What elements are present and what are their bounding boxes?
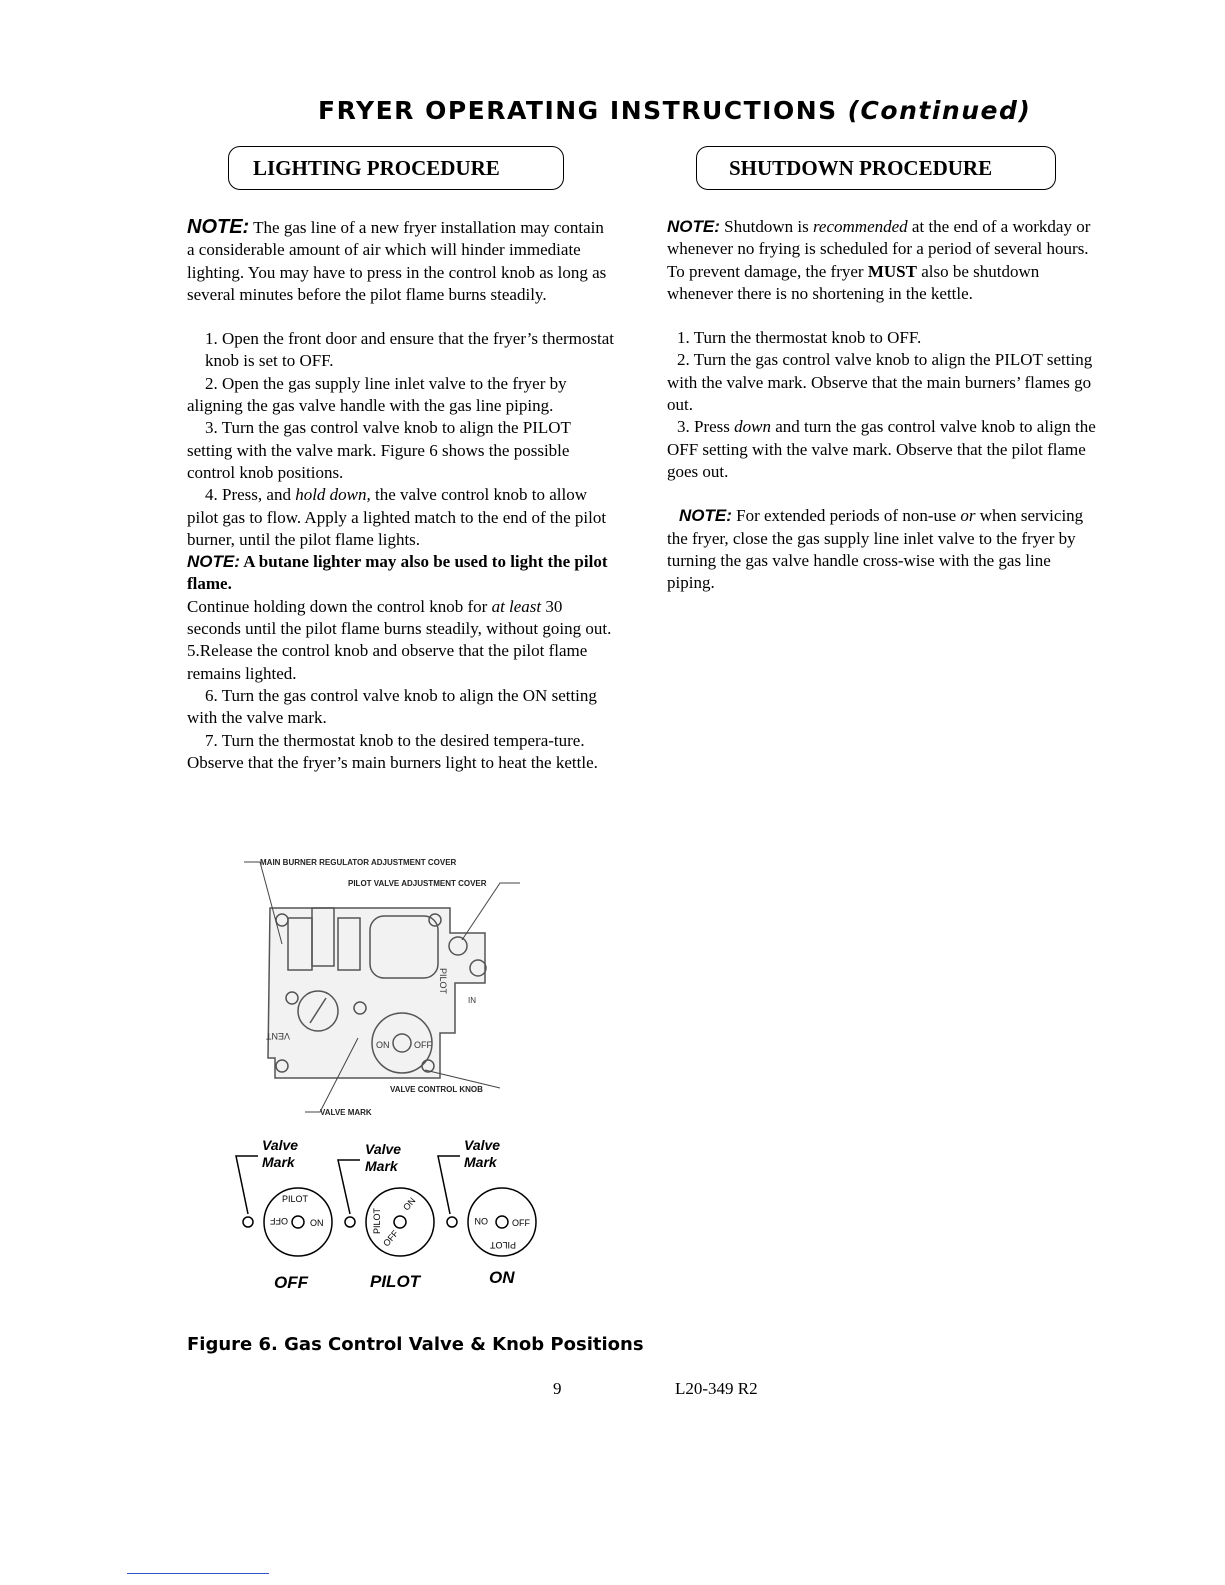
document-id: L20-349 R2 bbox=[675, 1379, 758, 1398]
page-title bbox=[318, 96, 1031, 125]
lighting-step-1: 1. Open the front door and ensure that the fryer’s thermostat knob is set to OFF. bbox=[205, 329, 614, 371]
lighting-note-2 bbox=[187, 551, 614, 596]
label-main-burner: MAIN BURNER REGULATOR ADJUSTMENT COVER bbox=[260, 858, 457, 867]
lighting-step-4 bbox=[187, 484, 614, 551]
shutdown-note-label: NOTE: bbox=[667, 217, 720, 236]
page-number: 9 bbox=[553, 1379, 562, 1398]
lighting-heading-box bbox=[228, 146, 564, 190]
lighting-step-6: 6. Turn the gas control valve knob to align the ON setting with the valve mark. bbox=[187, 685, 597, 728]
knob1-pilot: PILOT bbox=[282, 1194, 309, 1204]
lighting-continue bbox=[187, 596, 614, 641]
position-label-off: OFF bbox=[274, 1273, 308, 1292]
body-vent-text: VENT bbox=[265, 1031, 290, 1041]
step4-text-a: 4. Press, and bbox=[205, 485, 296, 505]
shutdown-note-a: Shutdown is bbox=[719, 217, 813, 236]
knob3-off: OFF bbox=[512, 1218, 530, 1228]
shutdown-step-1: 1. Turn the thermostat knob to OFF. bbox=[677, 328, 922, 348]
valve-body-outline bbox=[268, 908, 485, 1078]
valve-mark-label-1a: Valve bbox=[262, 1140, 299, 1153]
shutdown-note-must: MUST bbox=[867, 261, 917, 281]
continue-text-b: 30 seconds until the pilot flame burns steadily, without going out. bbox=[187, 596, 612, 639]
body-in-text: IN bbox=[468, 996, 476, 1005]
shutdown-note2-b: when servicing the fryer, close the gas supply line inlet valve to the fryer by turning the gas valve handle cross-wise with the gas line piping. bbox=[667, 506, 1084, 593]
valve-mark-dot-1 bbox=[243, 1217, 253, 1227]
shutdown-note-c: also be shutdown whenever there is no shortening in the kettle. bbox=[667, 261, 1040, 303]
lighting-note bbox=[187, 216, 614, 306]
valve-mark-label-2a: Valve bbox=[365, 1141, 402, 1157]
lighting-step-3: 3. Turn the gas control valve knob to align the PILOT setting with the valve mark. Figure 6 shows the possible control knob positions. bbox=[187, 418, 571, 482]
valve-mark-label-1b: Mark bbox=[262, 1154, 295, 1170]
shutdown-heading: SHUTDOWN PROCEDURE bbox=[729, 156, 993, 180]
knob2-off: OFF bbox=[381, 1228, 401, 1249]
continue-text-a: Continue holding down the control knob for bbox=[187, 596, 492, 616]
valve-mark-label-3b: Mark bbox=[464, 1154, 497, 1170]
body-knob-on: ON bbox=[376, 1040, 390, 1050]
shutdown-note2-label: NOTE: bbox=[679, 506, 732, 526]
shutdown-column bbox=[667, 216, 1100, 594]
title-continued: (Continued) bbox=[847, 96, 1032, 125]
shutdown-note bbox=[667, 216, 1100, 305]
knob1-on: ON bbox=[310, 1218, 324, 1228]
note-label: NOTE: bbox=[187, 216, 250, 238]
continue-emphasis: at least bbox=[491, 596, 542, 616]
lighting-step-5: 5.Release the control knob and observe that the pilot flame remains lighted. bbox=[187, 641, 588, 683]
shutdown-note2-emphasis: or bbox=[960, 506, 976, 526]
knob2-on: ON bbox=[401, 1195, 418, 1213]
label-pilot-valve: PILOT VALVE ADJUSTMENT COVER bbox=[348, 879, 487, 888]
note2-text: A butane lighter may also be used to light the pilot flame. bbox=[187, 552, 608, 594]
shutdown-note-2 bbox=[667, 505, 1100, 594]
title-main: FRYER OPERATING INSTRUCTIONS bbox=[318, 96, 838, 125]
shutdown-note-emphasis: recommended bbox=[812, 217, 908, 236]
valve-mark-pointer-3 bbox=[438, 1156, 460, 1214]
valve-mark-dot-3 bbox=[447, 1217, 457, 1227]
valve-mark-pointer-2 bbox=[338, 1160, 360, 1214]
knob2-pilot: PILOT bbox=[372, 1207, 382, 1234]
shutdown-step3-emphasis: down bbox=[734, 417, 771, 437]
shutdown-step-2: 2. Turn the gas control valve knob to align the PILOT setting with the valve mark. Observe that the main burners’ flames go out. bbox=[667, 350, 1093, 415]
knob1-off: OFF bbox=[270, 1216, 288, 1226]
step4-emphasis: hold down, bbox=[295, 485, 371, 505]
label-valve-knob: VALVE CONTROL KNOB bbox=[390, 1085, 483, 1094]
lighting-step-2: 2. Open the gas supply line inlet valve to the fryer by aligning the gas valve handle with the gas line piping. bbox=[187, 373, 567, 416]
callout-line-pilot-valve bbox=[462, 883, 520, 940]
position-label-pilot: PILOT bbox=[370, 1272, 421, 1291]
lighting-step-7: 7. Turn the thermostat knob to the desired tempera-ture. Observe that the fryer’s main burners light to heat the kettle. bbox=[187, 730, 598, 772]
lighting-column bbox=[187, 216, 614, 774]
gas-valve-diagram bbox=[230, 858, 550, 1128]
body-knob-off: OFF bbox=[414, 1040, 432, 1050]
shutdown-step3-b: and turn the gas control valve knob to align the OFF setting with the valve mark. Observe that the pilot flame goes out. bbox=[667, 417, 1096, 481]
label-valve-mark: VALVE MARK bbox=[320, 1108, 372, 1117]
position-label-on: ON bbox=[489, 1268, 515, 1287]
knob3-on: ON bbox=[474, 1216, 488, 1226]
bottom-rule bbox=[127, 1573, 269, 1574]
shutdown-step-3 bbox=[667, 416, 1100, 483]
valve-mark-dot-2 bbox=[345, 1217, 355, 1227]
shutdown-note2-a: For extended periods of non-use bbox=[731, 506, 961, 526]
shutdown-heading-box bbox=[696, 146, 1056, 190]
valve-mark-label-2b: Mark bbox=[365, 1158, 398, 1174]
shutdown-note-b: at the end of a workday or whenever no frying is scheduled for a period of several hours. To prevent damage, the fryer bbox=[667, 217, 1091, 281]
valve-mark-pointer-1 bbox=[236, 1156, 258, 1214]
note2-label: NOTE: bbox=[187, 552, 240, 572]
figure-caption: Figure 6. Gas Control Valve & Knob Positions bbox=[187, 1334, 644, 1355]
step4-text-b: the valve control knob to allow pilot gas to flow. Apply a lighted match to the end of the pilot burner, until the pilot flame lights. bbox=[187, 485, 607, 549]
lighting-heading: LIGHTING PROCEDURE bbox=[253, 156, 500, 180]
knob-positions-diagram bbox=[230, 1140, 560, 1305]
body-pilot-text: PILOT bbox=[438, 968, 448, 995]
note-text: The gas line of a new fryer installation may contain a considerable amount of air which will hinder immediate lighting. You may have to press in the control knob as long as several minutes before the pilot flame burns steadily. bbox=[187, 218, 607, 304]
shutdown-step3-a: 3. Press bbox=[677, 417, 735, 437]
valve-mark-label-3a: Valve bbox=[464, 1140, 501, 1153]
knob3-pilot: PILOT bbox=[489, 1240, 516, 1250]
